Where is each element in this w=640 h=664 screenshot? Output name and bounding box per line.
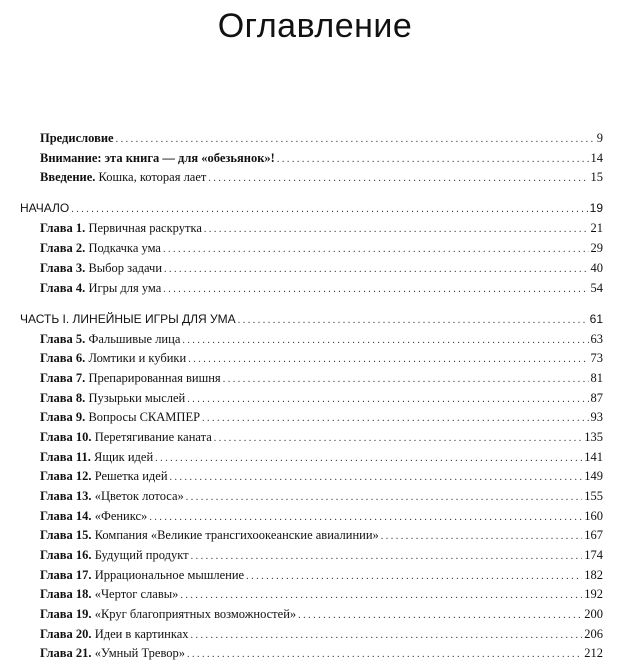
dot-leader <box>246 569 582 585</box>
toc-entry-page: 192 <box>584 587 603 601</box>
dot-leader <box>116 132 595 148</box>
chapter-title: Компания «Великие трансгихоокеанские авиалинии» <box>91 528 379 542</box>
chapter-title: Вопросы СКАМПЕР <box>85 410 201 424</box>
chapter-title: Подкачка ума <box>85 241 161 255</box>
chapter-title: Фальшивые лица <box>85 332 181 346</box>
chapter-number: Глава 2. <box>40 241 86 255</box>
chapter-title: Идеи в картинках <box>91 627 189 641</box>
toc-entry-page: 73 <box>590 351 603 365</box>
chapter-title: «Круг благоприятных возможностей» <box>91 607 297 621</box>
toc-chapter-entry[interactable] <box>40 586 603 604</box>
toc-entry-page: 206 <box>584 627 603 641</box>
toc-chapter-entry[interactable] <box>40 240 603 258</box>
toc-entry-page: 200 <box>584 607 603 621</box>
chapter-number: Глава 18. <box>40 587 92 601</box>
toc-entry-page: 9 <box>596 131 603 145</box>
toc-entry-page: 174 <box>584 548 603 562</box>
toc-chapter-entry[interactable] <box>40 449 603 467</box>
toc-entry-page: 81 <box>590 371 603 385</box>
chapter-title: Решетка идей <box>91 469 168 483</box>
toc-entry-title: Кошка, которая лает <box>95 170 207 184</box>
dot-leader <box>164 262 588 278</box>
toc-entry-page: 63 <box>590 332 603 346</box>
chapter-title: Выбор задачи <box>85 261 163 275</box>
toc-chapter-entry[interactable] <box>40 331 603 349</box>
chapter-title: «Цветок лотоса» <box>91 489 184 503</box>
dot-leader <box>182 333 588 349</box>
toc-entry-warning[interactable] <box>40 150 603 168</box>
dot-leader <box>163 282 588 298</box>
page-title: Оглавление <box>217 7 413 45</box>
toc-entry-prefix: Введение. <box>40 170 96 184</box>
toc-entry-introduction[interactable] <box>40 169 603 187</box>
chapter-title: Будущий продукт <box>91 548 189 562</box>
chapter-number: Глава 13. <box>40 489 92 503</box>
toc-chapter-entry[interactable] <box>40 280 603 298</box>
dot-leader <box>202 411 588 427</box>
dot-leader <box>191 628 583 644</box>
chapter-title: «Чертог славы» <box>91 587 179 601</box>
dot-leader <box>223 372 589 388</box>
chapter-number: Глава 15. <box>40 528 92 542</box>
toc-chapter-entry[interactable] <box>40 626 603 644</box>
chapter-number: Глава 20. <box>40 627 92 641</box>
toc-chapter-entry[interactable] <box>40 429 603 447</box>
toc-chapter-entry[interactable] <box>40 409 603 427</box>
toc-entry-preface[interactable] <box>40 130 603 148</box>
dot-leader <box>187 647 582 663</box>
toc-entry-page: 182 <box>584 568 603 582</box>
dot-leader <box>191 549 583 565</box>
toc-entry-page: 87 <box>590 391 603 405</box>
toc-entry-page: 40 <box>590 261 603 275</box>
dot-leader <box>238 313 588 329</box>
dot-leader <box>170 470 583 486</box>
toc-entry-page: 61 <box>589 312 603 326</box>
toc-chapter-entry[interactable] <box>40 567 603 585</box>
toc-chapter-entry[interactable] <box>40 350 603 368</box>
dot-leader <box>208 171 588 187</box>
toc-chapter-entry[interactable] <box>40 488 603 506</box>
chapter-number: Глава 5. <box>40 332 86 346</box>
chapter-number: Глава 7. <box>40 371 86 385</box>
toc-entry-page: 135 <box>584 430 603 444</box>
toc-chapter-entry[interactable] <box>40 645 603 663</box>
chapter-number: Глава 14. <box>40 509 92 523</box>
chapter-number: Глава 1. <box>40 221 86 235</box>
dot-leader <box>155 451 582 467</box>
chapter-number: Глава 19. <box>40 607 92 621</box>
chapter-title: Ломтики и кубики <box>85 351 187 365</box>
toc-chapter-entry[interactable] <box>40 220 603 238</box>
chapter-number: Глава 16. <box>40 548 92 562</box>
toc-chapter-entry[interactable] <box>40 527 603 545</box>
toc-section-heading[interactable] <box>20 200 603 218</box>
chapter-number: Глава 11. <box>40 450 91 464</box>
chapter-number: Глава 9. <box>40 410 86 424</box>
chapter-number: Глава 21. <box>40 646 92 660</box>
dot-leader <box>214 431 582 447</box>
chapter-number: Глава 6. <box>40 351 86 365</box>
dot-leader <box>298 608 582 624</box>
toc-entry-page: 160 <box>584 509 603 523</box>
toc-entry-prefix: Предисловие <box>40 131 114 145</box>
chapter-title: Ящик идей <box>90 450 154 464</box>
toc-entry-page: 29 <box>590 241 603 255</box>
toc-entry-page: 155 <box>584 489 603 503</box>
toc-chapter-entry[interactable] <box>40 468 603 486</box>
toc-entry-page: 14 <box>590 151 603 165</box>
chapter-title: Иррациональное мышление <box>91 568 245 582</box>
toc-section-heading[interactable] <box>20 311 603 329</box>
toc-entry-page: 19 <box>589 201 603 215</box>
chapter-number: Глава 17. <box>40 568 92 582</box>
dot-leader <box>163 242 589 258</box>
chapter-number: Глава 3. <box>40 261 86 275</box>
dot-leader <box>277 152 589 168</box>
chapter-title: Перетягивание каната <box>91 430 212 444</box>
toc-chapter-entry[interactable] <box>40 508 603 526</box>
chapter-number: Глава 8. <box>40 391 86 405</box>
chapter-number: Глава 10. <box>40 430 92 444</box>
toc-entry-page: 167 <box>584 528 603 542</box>
toc-entry-page: 149 <box>584 469 603 483</box>
dot-leader <box>149 510 582 526</box>
dot-leader <box>187 392 588 408</box>
section-title: ЧАСТЬ I. ЛИНЕЙНЫЕ ИГРЫ ДЛЯ УМА <box>20 312 236 326</box>
toc-entry-page: 54 <box>590 281 603 295</box>
chapter-title: «Умный Тревор» <box>91 646 186 660</box>
chapter-title: Пузырьки мыслей <box>85 391 186 405</box>
toc-chapter-entry[interactable] <box>40 547 603 565</box>
toc-chapter-entry[interactable] <box>40 606 603 624</box>
chapter-title: Игры для ума <box>85 281 162 295</box>
dot-leader <box>188 352 588 368</box>
toc-entry-page: 93 <box>590 410 603 424</box>
toc-entry-page: 141 <box>584 450 603 464</box>
dot-leader <box>71 202 587 218</box>
toc-chapter-entry[interactable] <box>40 260 603 278</box>
section-title: НАЧАЛО <box>20 201 70 215</box>
dot-leader <box>180 588 582 604</box>
chapter-number: Глава 12. <box>40 469 92 483</box>
chapter-title: Первичная раскрутка <box>85 221 202 235</box>
dot-leader <box>186 490 582 506</box>
dot-leader <box>381 529 582 545</box>
chapter-title: Препарированная вишня <box>85 371 221 385</box>
toc-chapter-entry[interactable] <box>40 370 603 388</box>
chapter-number: Глава 4. <box>40 281 86 295</box>
toc-chapter-entry[interactable] <box>40 390 603 408</box>
toc-entry-page: 21 <box>590 221 603 235</box>
toc-entry-page: 212 <box>584 646 603 660</box>
toc-entry-page: 15 <box>590 170 603 184</box>
toc-entry-prefix: Внимание: эта книга — для «обезьянок»! <box>40 151 275 165</box>
dot-leader <box>204 222 589 238</box>
chapter-title: «Феникс» <box>91 509 148 523</box>
